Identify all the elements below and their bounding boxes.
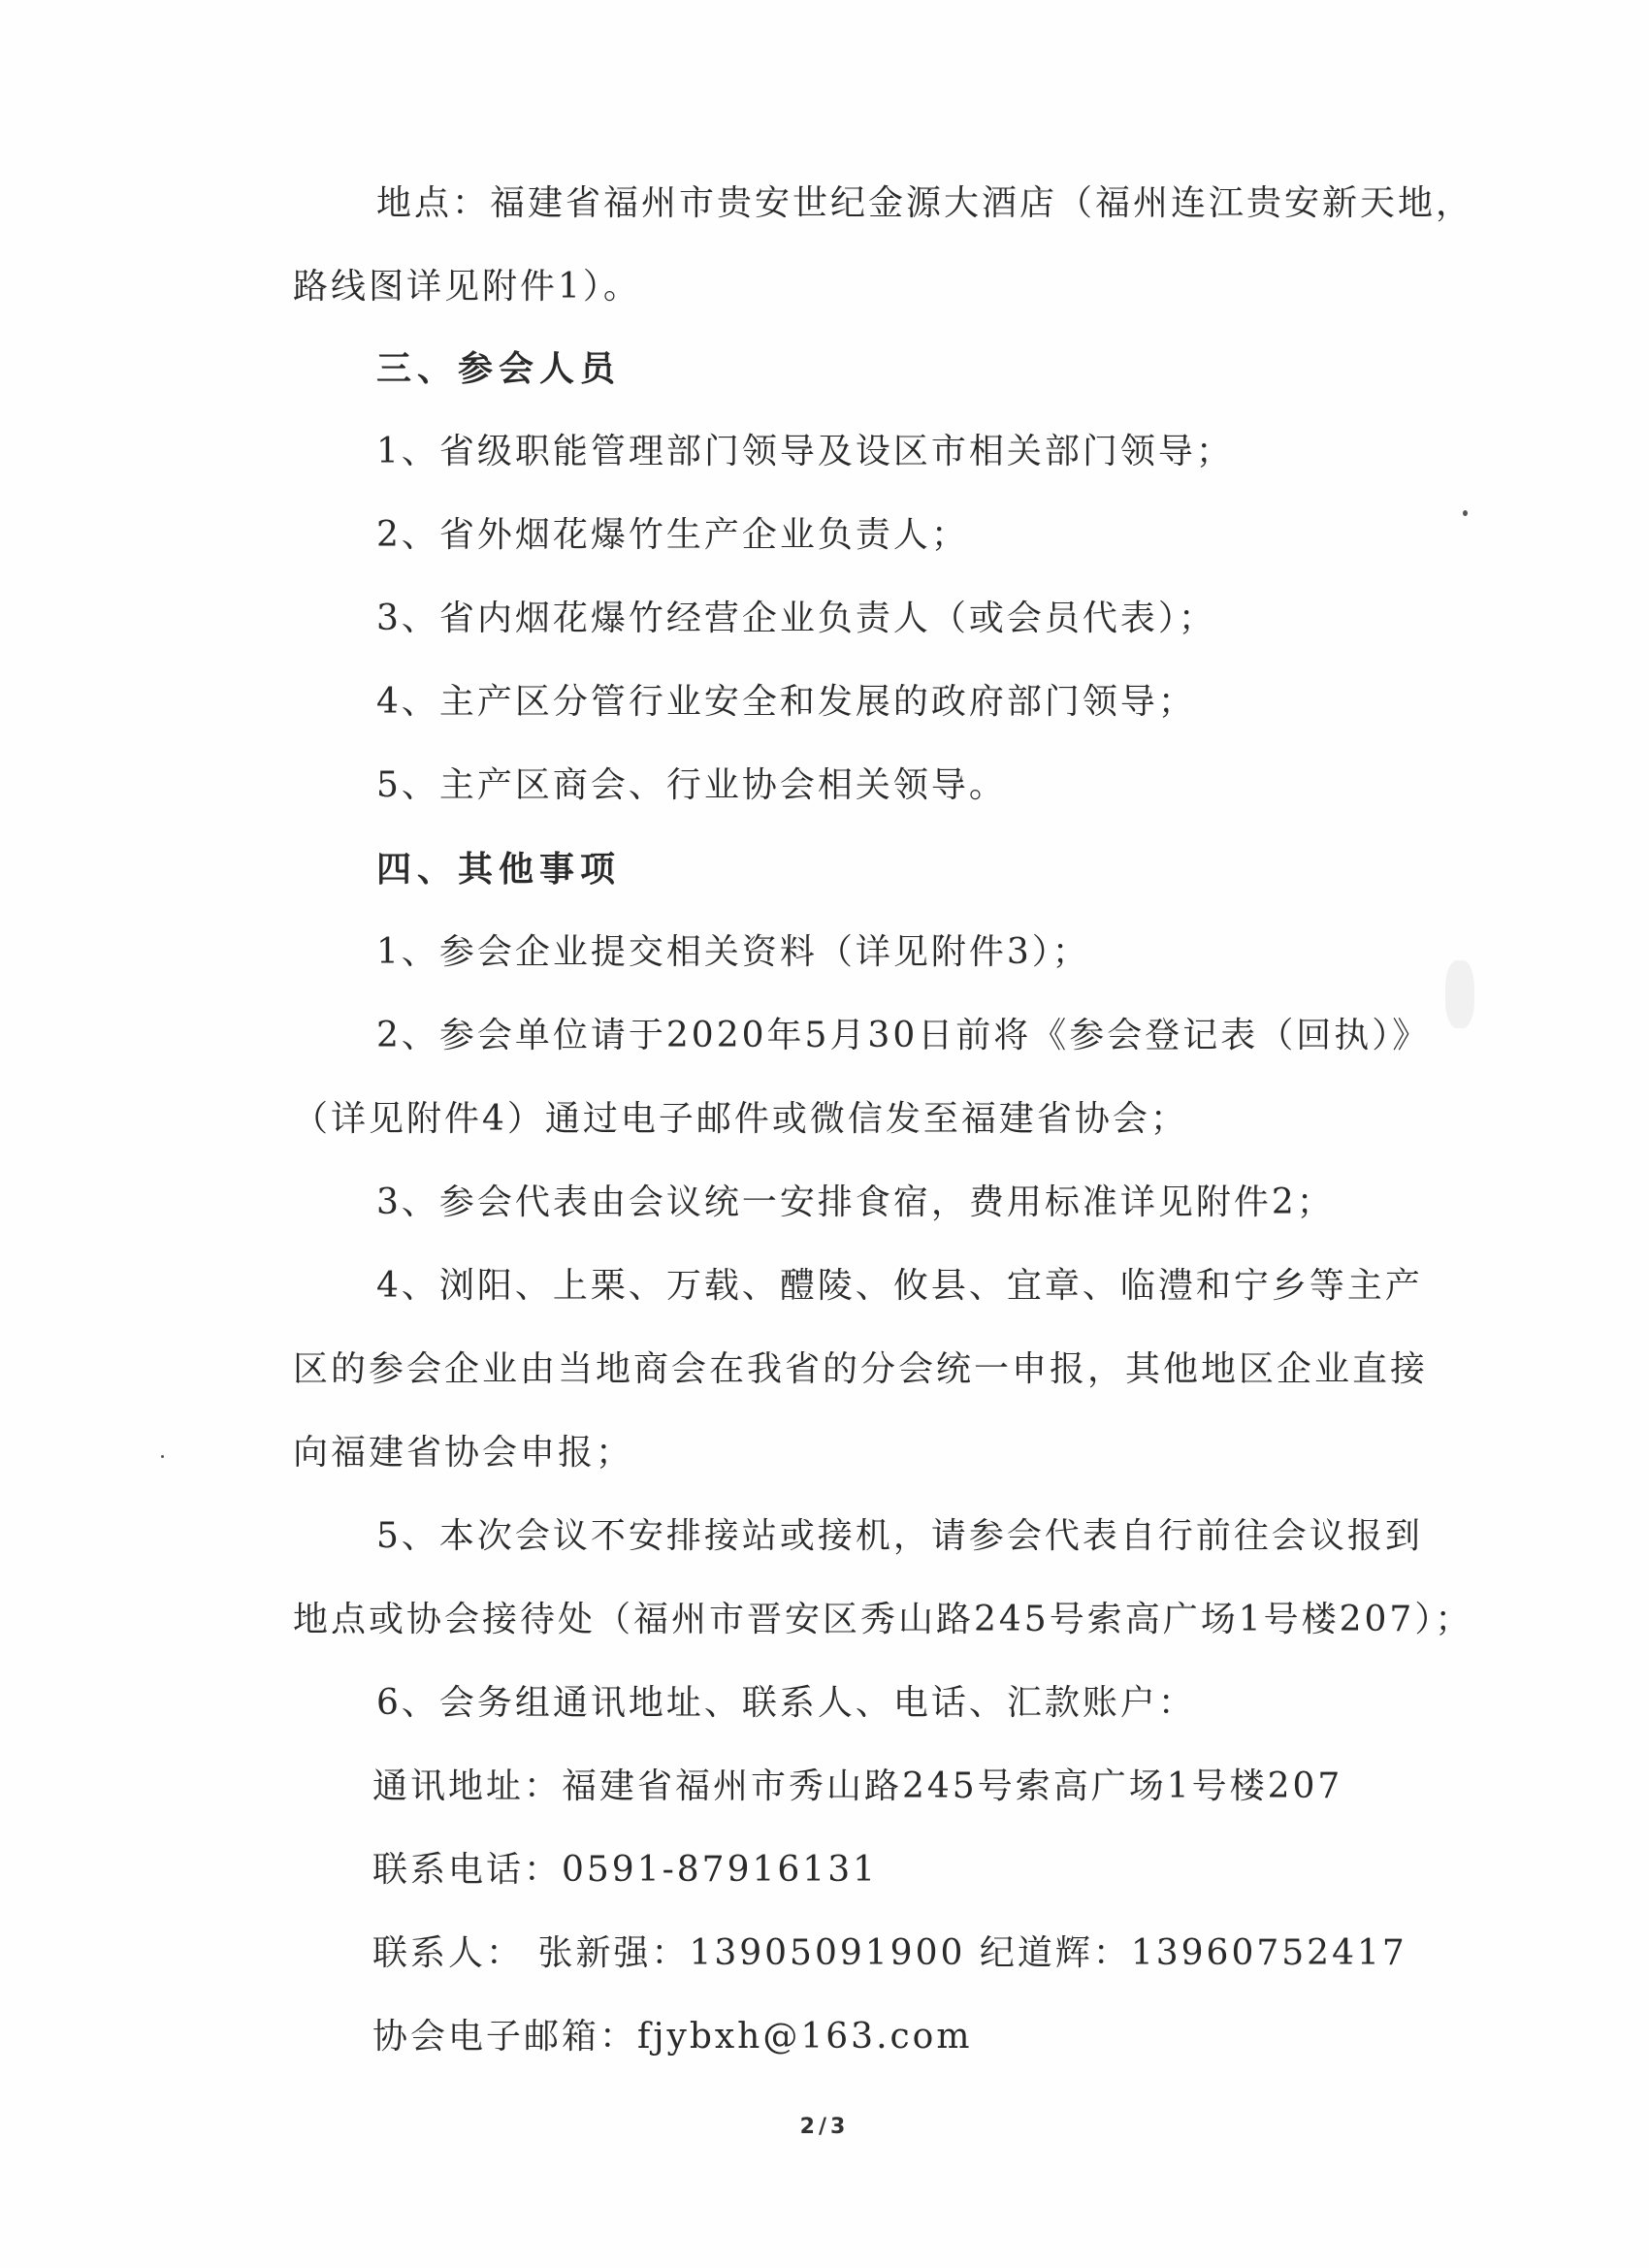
other-item-2-line-1: 2、参会单位请于2020年5月30日前将《参会登记表（回执）》 xyxy=(376,1016,1431,1055)
scan-speck xyxy=(1463,510,1468,516)
other-item-4-line-1: 4、浏阳、上栗、万载、醴陵、攸县、宜章、临澧和宁乡等主产 xyxy=(376,1266,1423,1306)
other-item-6: 6、会务组通讯地址、联系人、电话、汇款账户： xyxy=(376,1683,1196,1723)
other-item-5-line-1: 5、本次会议不安排接站或接机，请参会代表自行前往会议报到 xyxy=(376,1516,1423,1556)
other-item-3: 3、参会代表由会议统一安排食宿，费用标准详见附件2； xyxy=(376,1183,1335,1222)
venue-line-2: 路线图详见附件1）。 xyxy=(293,267,641,307)
other-item-5-line-2: 地点或协会接待处（福州市晋安区秀山路245号索高广场1号楼207）； xyxy=(293,1600,1473,1639)
attendee-item-3: 3、省内烟花爆竹经营企业负责人（或会员代表）； xyxy=(376,599,1216,638)
contact-phone: 联系电话：0591-87916131 xyxy=(372,1850,879,1890)
other-item-2-line-2: （详见附件4）通过电子邮件或微信发至福建省协会； xyxy=(293,1099,1188,1139)
section-heading-other-matters: 四、其他事项 xyxy=(376,849,622,890)
attendee-item-5: 5、主产区商会、行业协会相关领导。 xyxy=(376,765,1007,805)
scan-smudge xyxy=(1445,960,1474,1028)
other-item-4-line-3: 向福建省协会申报； xyxy=(293,1433,634,1473)
attendee-item-1: 1、省级职能管理部门领导及设区市相关部门领导； xyxy=(376,432,1234,471)
contact-persons: 联系人： 张新强：13905091900 纪道辉：13960752417 xyxy=(372,1933,1407,1973)
attendee-item-4: 4、主产区分管行业安全和发展的政府部门领导； xyxy=(376,682,1196,722)
attendee-item-2: 2、省外烟花爆竹生产企业负责人； xyxy=(376,515,969,555)
contact-address: 通讯地址：福建省福州市秀山路245号索高广场1号楼207 xyxy=(372,1766,1343,1806)
page-number: 2/3 xyxy=(799,2115,850,2139)
other-item-4-line-2: 区的参会企业由当地商会在我省的分会统一申报，其他地区企业直接 xyxy=(293,1349,1429,1389)
contact-email: 协会电子邮箱：fjybxh@163.com xyxy=(372,2017,973,2057)
other-item-1: 1、参会企业提交相关资料（详见附件3）； xyxy=(376,932,1090,972)
venue-line-1: 地点：福建省福州市贵安世纪金源大酒店（福州连江贵安新天地， xyxy=(376,183,1474,223)
section-heading-attendees: 三、参会人员 xyxy=(376,348,622,389)
scan-speck xyxy=(161,1455,164,1458)
